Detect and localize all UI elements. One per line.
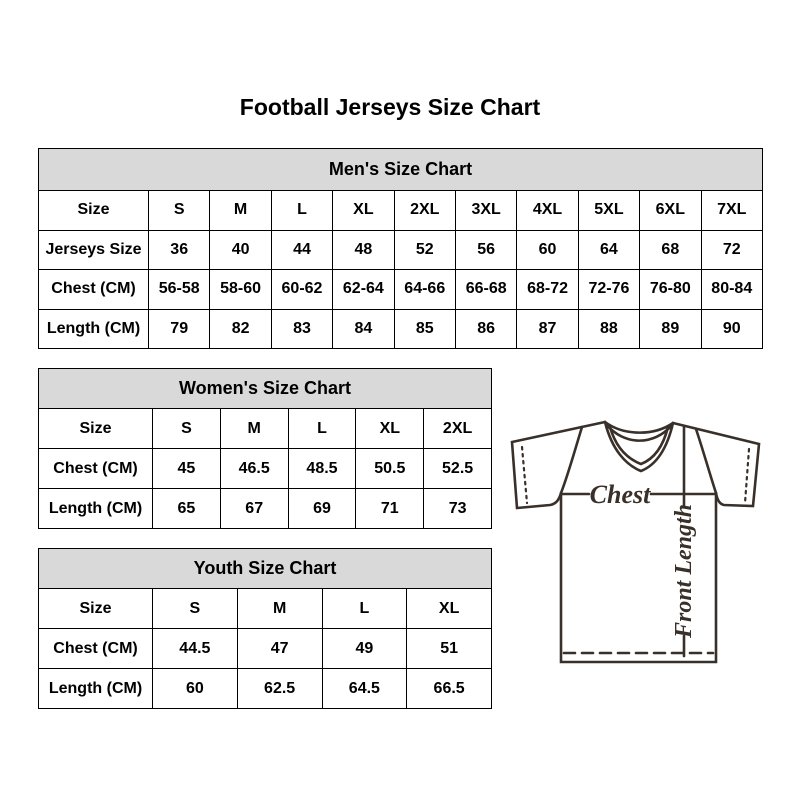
jersey-collar-back-line-1 [605,422,673,433]
page-title: Football Jerseys Size Chart [239,94,541,120]
value-cell: XL [407,589,492,629]
value-cell: 52 [394,230,455,270]
value-cell: 80-84 [701,270,762,310]
value-cell: M [237,589,322,629]
value-cell: 64-66 [394,270,455,310]
value-cell: 64 [578,230,639,270]
jersey-left-armhole [561,427,582,493]
value-cell: S [153,409,221,449]
row-label-cell: Chest (CM) [39,270,149,310]
value-cell: 66-68 [455,270,516,310]
row-label-cell: Length (CM) [39,669,153,709]
value-cell: 89 [640,309,701,349]
value-cell: 65 [153,489,221,529]
value-cell: 60 [153,669,238,709]
table-row [39,270,763,310]
jersey-measurement-diagram [500,405,780,675]
table-header-row [39,149,763,191]
value-cell: 44.5 [153,629,238,669]
value-cell: 62.5 [237,669,322,709]
value-cell: 58-60 [210,270,271,310]
value-cell: S [153,589,238,629]
value-cell: 56 [455,230,516,270]
value-cell: S [149,191,210,231]
value-cell: 76-80 [640,270,701,310]
value-cell: 44 [271,230,332,270]
value-cell: 67 [220,489,288,529]
value-cell: XL [356,409,424,449]
value-cell: 6XL [640,191,701,231]
row-label-cell: Size [39,409,153,449]
table-row [39,669,492,709]
table-row [39,409,492,449]
value-cell: 36 [149,230,210,270]
value-cell: 7XL [701,191,762,231]
row-label-cell: Jerseys Size [39,230,149,270]
value-cell: 50.5 [356,449,424,489]
womens-size-table [38,368,492,529]
value-cell: 69 [288,489,356,529]
jersey-illustration [500,405,780,675]
value-cell: 52.5 [424,449,492,489]
jersey-right-cuff-stitch [745,449,749,503]
row-label-cell: Chest (CM) [39,629,153,669]
value-cell: 40 [210,230,271,270]
table-title: Men's Size Chart [39,149,763,191]
value-cell: 79 [149,309,210,349]
value-cell: 5XL [578,191,639,231]
mens-size-table [38,148,763,349]
value-cell: 72 [701,230,762,270]
table-row [39,629,492,669]
value-cell: 51 [407,629,492,669]
table-header-row [39,549,492,589]
jersey-left-cuff-stitch [522,447,527,503]
value-cell: 71 [356,489,424,529]
value-cell: 47 [237,629,322,669]
value-cell: 3XL [455,191,516,231]
value-cell: 49 [322,629,407,669]
value-cell: L [271,191,332,231]
value-cell: 68 [640,230,701,270]
value-cell: 85 [394,309,455,349]
value-cell: 60-62 [271,270,332,310]
value-cell: 62-64 [333,270,394,310]
value-cell: 66.5 [407,669,492,709]
value-cell: 2XL [394,191,455,231]
jersey-right-armhole [696,429,716,493]
value-cell: 48 [333,230,394,270]
table-title: Women's Size Chart [39,369,492,409]
row-label-cell: Length (CM) [39,489,153,529]
value-cell: 4XL [517,191,578,231]
row-label-cell: Length (CM) [39,309,149,349]
value-cell: L [322,589,407,629]
value-cell: M [210,191,271,231]
value-cell: 56-58 [149,270,210,310]
value-cell: 87 [517,309,578,349]
value-cell: L [288,409,356,449]
value-cell: 72-76 [578,270,639,310]
row-label-cell: Size [39,589,153,629]
table-row [39,230,763,270]
value-cell: 86 [455,309,516,349]
value-cell: 2XL [424,409,492,449]
value-cell: 73 [424,489,492,529]
table-row [39,191,763,231]
value-cell: 84 [333,309,394,349]
row-label-cell: Chest (CM) [39,449,153,489]
value-cell: 64.5 [322,669,407,709]
value-cell: 68-72 [517,270,578,310]
table-row [39,309,763,349]
value-cell: 45 [153,449,221,489]
table-row [39,489,492,529]
table-header-row [39,369,492,409]
row-label-cell: Size [39,191,149,231]
value-cell: 83 [271,309,332,349]
table-title: Youth Size Chart [39,549,492,589]
chest-label: Chest [589,480,651,509]
value-cell: 46.5 [220,449,288,489]
value-cell: XL [333,191,394,231]
value-cell: 88 [578,309,639,349]
value-cell: 82 [210,309,271,349]
table-row [39,589,492,629]
table-row [39,449,492,489]
front-length-label: Front Length [671,503,697,639]
value-cell: 60 [517,230,578,270]
value-cell: 90 [701,309,762,349]
value-cell: 48.5 [288,449,356,489]
value-cell: M [220,409,288,449]
youth-size-table [38,548,492,709]
